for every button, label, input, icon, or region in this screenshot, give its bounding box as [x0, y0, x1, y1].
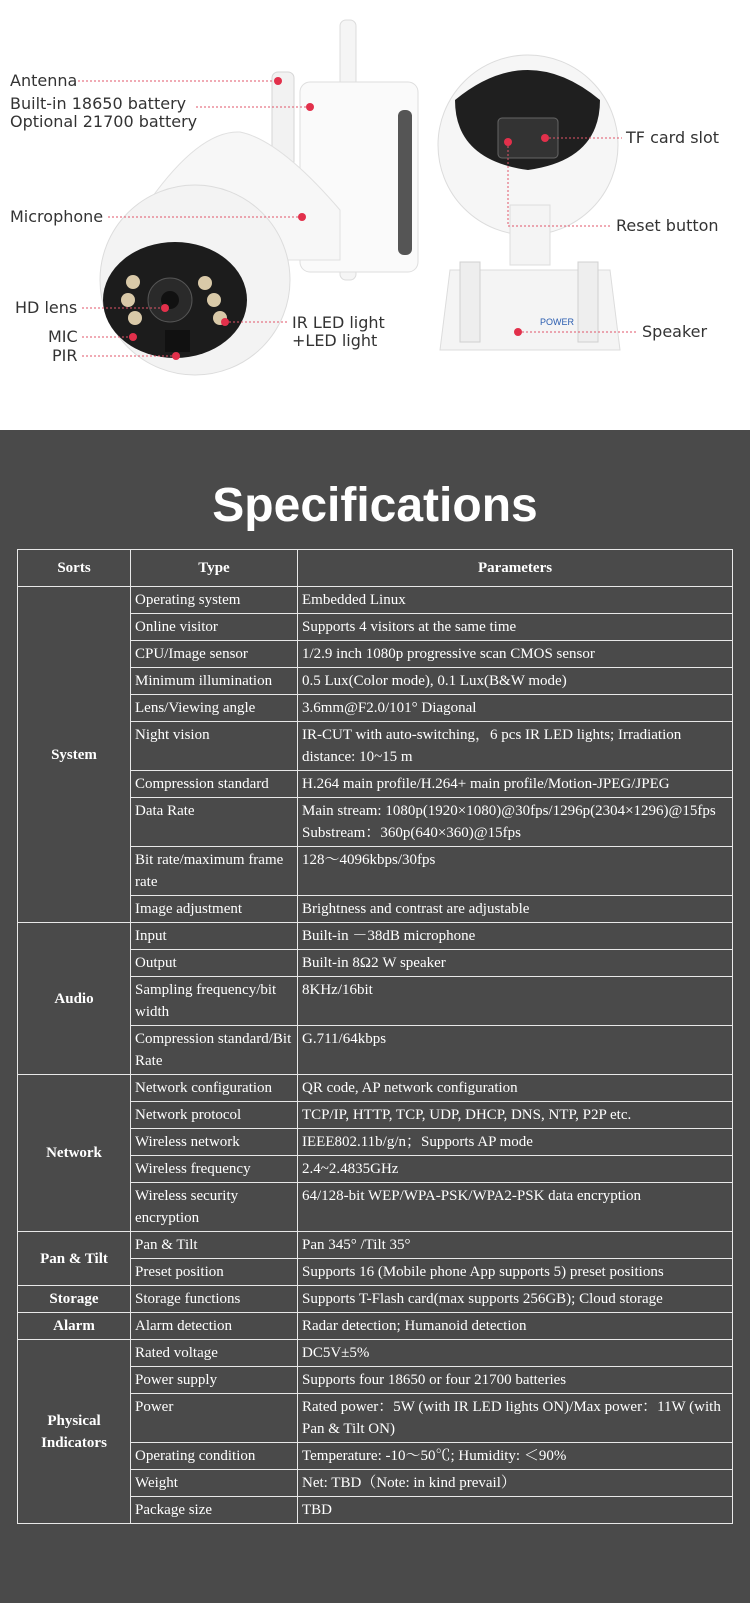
type-cell: Network protocol [131, 1102, 298, 1129]
parameter-cell: TCP/IP, HTTP, TCP, UDP, DHCP, DNS, NTP, P2P etc. [298, 1102, 733, 1129]
type-cell: Power supply [131, 1367, 298, 1394]
callout-battery-builtin: Built-in 18650 battery [10, 94, 187, 113]
header-type: Type [131, 550, 298, 587]
type-cell: Power [131, 1394, 298, 1443]
table-row [18, 1075, 733, 1102]
power-label: POWER [540, 317, 575, 327]
parameter-cell: IR-CUT with auto-switching，6 pcs IR LED lights; Irradiation distance: 10~15 m [298, 722, 733, 771]
parameter-cell: Rated power：5W (with IR LED lights ON)/Max power：11W (with Pan & Tilt ON) [298, 1394, 733, 1443]
type-cell: Lens/Viewing angle [131, 695, 298, 722]
type-cell: Image adjustment [131, 896, 298, 923]
type-cell: Wireless network [131, 1129, 298, 1156]
parameter-cell: Radar detection; Humanoid detection [298, 1313, 733, 1340]
type-cell: Output [131, 950, 298, 977]
parameter-cell: Supports 16 (Mobile phone App supports 5) preset positions [298, 1259, 733, 1286]
back-camera-image [438, 55, 620, 350]
parameter-cell: DC5V±5% [298, 1340, 733, 1367]
type-cell: Weight [131, 1470, 298, 1497]
specifications-section [0, 430, 750, 1603]
sort-cell: System [18, 587, 131, 923]
type-cell: Input [131, 923, 298, 950]
table-row [18, 587, 733, 614]
parameter-cell: Main stream: 1080p(1920×1080)@30fps/1296p(2304×1296)@15fps Substream：360p(640×360)@15fps [298, 798, 733, 847]
callout-ir-led: IR LED light [292, 313, 385, 332]
table-row [18, 1313, 733, 1340]
callout-antenna: Antenna [10, 71, 78, 90]
parameter-cell: Net: TBD（Note: in kind prevail） [298, 1470, 733, 1497]
parameter-cell: 128～4096kbps/30fps [298, 847, 733, 896]
sort-cell: Storage [18, 1286, 131, 1313]
page-title: Specifications [212, 479, 538, 532]
parameter-cell: Embedded Linux [298, 587, 733, 614]
parameter-cell: 2.4~2.4835GHz [298, 1156, 733, 1183]
parameter-cell: H.264 main profile/H.264+ main profile/Motion-JPEG/JPEG [298, 771, 733, 798]
callout-tf-card-slot: TF card slot [626, 128, 720, 147]
sort-cell: Pan & Tilt [18, 1232, 131, 1286]
parameter-cell: QR code, AP network configuration [298, 1075, 733, 1102]
type-cell: Sampling frequency/bit width [131, 977, 298, 1026]
callout-plus-led: +LED light [292, 331, 378, 350]
type-cell: Minimum illumination [131, 668, 298, 695]
callout-reset-button: Reset button [616, 216, 719, 235]
parameter-cell: 8KHz/16bit [298, 977, 733, 1026]
parameter-cell: Built-in 8Ω2 W speaker [298, 950, 733, 977]
parameter-cell: Brightness and contrast are adjustable [298, 896, 733, 923]
type-cell: Wireless security encryption [131, 1183, 298, 1232]
product-image-area [0, 0, 750, 430]
sort-cell: Physical Indicators [18, 1340, 131, 1524]
callout-pir: PIR [52, 346, 78, 365]
header-sorts: Sorts [18, 550, 131, 587]
header-parameters: Parameters [298, 550, 733, 587]
table-row [18, 1340, 733, 1367]
parameter-cell: TBD [298, 1497, 733, 1524]
type-cell: Online visitor [131, 614, 298, 641]
parameter-cell: Pan 345° /Tilt 35° [298, 1232, 733, 1259]
type-cell: Operating system [131, 587, 298, 614]
sort-cell: Network [18, 1075, 131, 1232]
specifications-table [17, 549, 733, 1524]
type-cell: Storage functions [131, 1286, 298, 1313]
type-cell: Data Rate [131, 798, 298, 847]
callout-mic: MIC [48, 327, 78, 346]
type-cell: Preset position [131, 1259, 298, 1286]
type-cell: Network configuration [131, 1075, 298, 1102]
type-cell: CPU/Image sensor [131, 641, 298, 668]
parameter-cell: IEEE802.11b/g/n；Supports AP mode [298, 1129, 733, 1156]
sort-cell: Alarm [18, 1313, 131, 1340]
type-cell: Wireless frequency [131, 1156, 298, 1183]
parameter-cell: Supports T-Flash card(max supports 256GB); Cloud storage [298, 1286, 733, 1313]
camera-illustration [0, 0, 750, 430]
type-cell: Operating condition [131, 1443, 298, 1470]
type-cell: Rated voltage [131, 1340, 298, 1367]
parameter-cell: Supports four 18650 or four 21700 batteries [298, 1367, 733, 1394]
parameter-cell: Temperature: -10～50℃; Humidity: ＜90% [298, 1443, 733, 1470]
parameter-cell: G.711/64kbps [298, 1026, 733, 1075]
parameter-cell: 1/2.9 inch 1080p progressive scan CMOS sensor [298, 641, 733, 668]
table-row [18, 1232, 733, 1259]
type-cell: Bit rate/maximum frame rate [131, 847, 298, 896]
type-cell: Compression standard [131, 771, 298, 798]
parameter-cell: 0.5 Lux(Color mode), 0.1 Lux(B&W mode) [298, 668, 733, 695]
type-cell: Night vision [131, 722, 298, 771]
callout-hd-lens: HD lens [15, 298, 78, 317]
sort-cell: Audio [18, 923, 131, 1075]
parameter-cell: 64/128-bit WEP/WPA-PSK/WPA2-PSK data encryption [298, 1183, 733, 1232]
type-cell: Compression standard/Bit Rate [131, 1026, 298, 1075]
type-cell: Alarm detection [131, 1313, 298, 1340]
parameter-cell: Supports 4 visitors at the same time [298, 614, 733, 641]
table-row [18, 1286, 733, 1313]
parameter-cell: 3.6mm@F2.0/101° Diagonal [298, 695, 733, 722]
table-header-row [18, 550, 733, 587]
callout-battery-optional: Optional 21700 battery [10, 112, 198, 131]
callout-speaker: Speaker [642, 322, 708, 341]
type-cell: Pan & Tilt [131, 1232, 298, 1259]
parameter-cell: Built-in －38dB microphone [298, 923, 733, 950]
callout-microphone: Microphone [10, 207, 104, 226]
type-cell: Package size [131, 1497, 298, 1524]
table-row [18, 923, 733, 950]
